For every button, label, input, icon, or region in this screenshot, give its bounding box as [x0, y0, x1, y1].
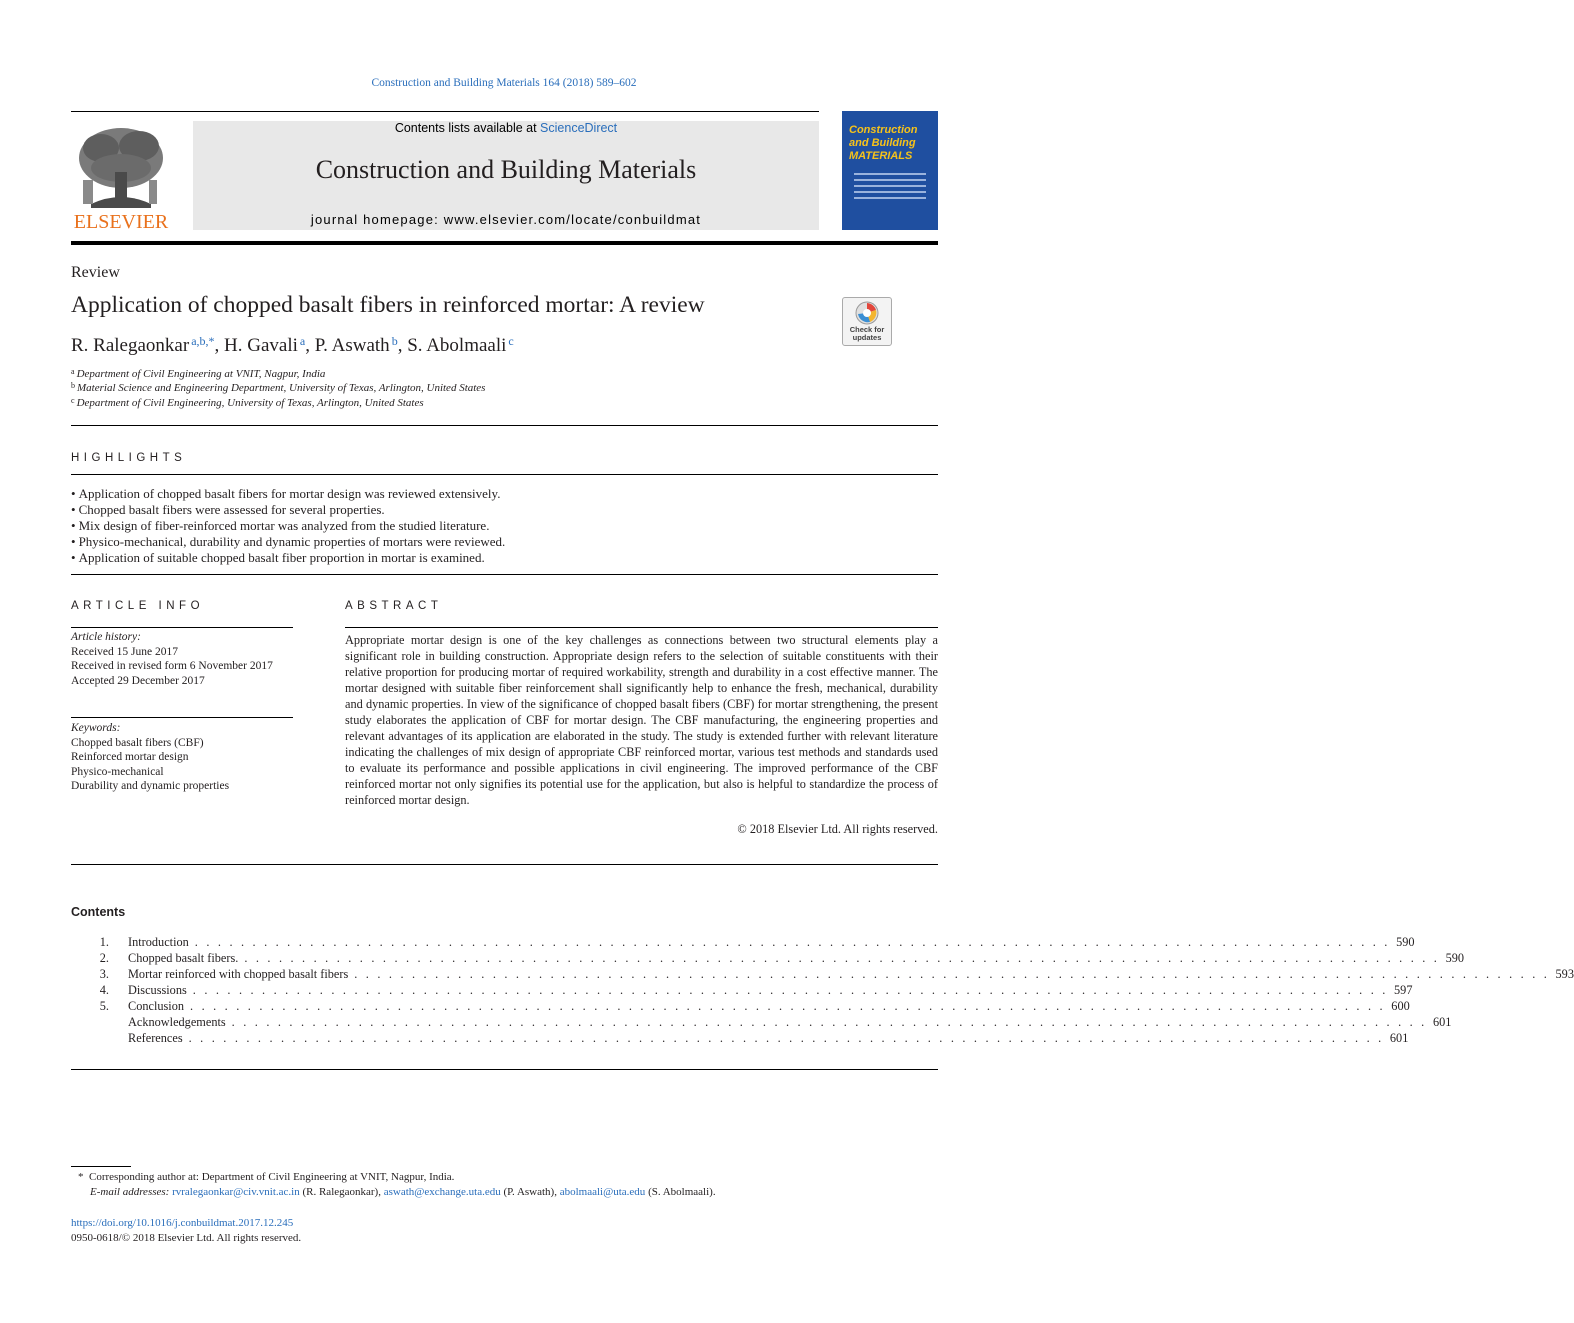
- affiliation: [71, 367, 325, 380]
- journal-homepage-url[interactable]: www.elsevier.com/locate/conbuildmat: [443, 212, 702, 227]
- check-for-updates-button[interactable]: [842, 297, 892, 346]
- abstract-heading: ABSTRACT: [345, 600, 443, 612]
- toc-leader: . . . . . . . . . . . . . . . . . . . . . . . . . . . . . . . . . . . . . . . . . . . . . . . . . . . . . . . . . . . . . . . . . . . . . . . . . . . . . . . . . . . . . . . . . . . . . . . . . . . . . . . .: [244, 951, 1440, 965]
- keywords: [71, 721, 229, 794]
- toc-entry[interactable]: [71, 999, 1410, 1015]
- issn-copyright: 0950-0618/© 2018 Elsevier Ltd. All rights reserved.: [71, 1232, 302, 1244]
- article-info-rule: [71, 627, 293, 628]
- toc-page: 597: [1394, 983, 1413, 997]
- keyword-item[interactable]: Durability and dynamic properties: [71, 780, 230, 792]
- contents-available-text: Contents lists available at: [394, 121, 541, 135]
- toc-page: 590: [1445, 951, 1465, 965]
- affiliation-text: Department of Civil Engineering at VNIT, Nagpur, India: [76, 368, 326, 380]
- toc-entry[interactable]: [71, 983, 1413, 999]
- header-thick-rule: [71, 241, 938, 245]
- highlight-item: • Mix design of fiber-reinforced mortar was analyzed from the studied literature.: [71, 518, 938, 534]
- author-name: H. Gavali: [224, 335, 298, 356]
- author-name: P. Aswath: [314, 335, 390, 356]
- abstract-copyright: © 2018 Elsevier Ltd. All rights reserved.: [737, 822, 938, 836]
- journal-homepage: [193, 212, 819, 227]
- author-affiliation-mark[interactable]: a: [299, 334, 306, 348]
- affiliation-text: Material Science and Engineering Department, University of Texas, Arlington, United States: [77, 382, 486, 394]
- table-of-contents: [71, 935, 1574, 1047]
- abstract-rule: [345, 627, 938, 628]
- toc-page: 601: [1432, 1015, 1452, 1029]
- footnote-rule: [71, 1166, 131, 1167]
- history-item: Received in revised form 6 November 2017: [71, 660, 273, 672]
- affiliation: [71, 381, 485, 394]
- affiliation: [71, 396, 424, 409]
- header-rule: [71, 111, 819, 112]
- article-history-label: Article history:: [71, 631, 141, 643]
- section-divider: [71, 1069, 938, 1070]
- toc-label[interactable]: Conclusion: [128, 999, 185, 1013]
- toc-entry[interactable]: [71, 967, 1574, 983]
- footnote-marker: *: [78, 1171, 84, 1183]
- toc-page: 590: [1396, 935, 1415, 949]
- section-divider: [71, 474, 938, 475]
- highlight-item: • Chopped basalt fibers were assessed for several properties.: [71, 502, 938, 518]
- svg-text:ELSEVIER: ELSEVIER: [73, 211, 169, 233]
- keyword-item[interactable]: Reinforced mortar design: [71, 751, 189, 763]
- toc-leader: . . . . . . . . . . . . . . . . . . . . . . . . . . . . . . . . . . . . . . . . . . . . . . . . . . . . . . . . . . . . . . . . . . . . . . . . . . . . . . . . . . . . . . . . . . . . . . . . . . . . . . . .: [190, 999, 1386, 1013]
- history-item: Received 15 June 2017: [71, 645, 178, 658]
- toc-leader: . . . . . . . . . . . . . . . . . . . . . . . . . . . . . . . . . . . . . . . . . . . . . . . . . . . . . . . . . . . . . . . . . . . . . . . . . . . . . . . . . . . . . . . . . . . . . . . . . . . . . . . .: [192, 983, 1389, 997]
- email-link[interactable]: aswath@exchange.uta.edu: [383, 1186, 501, 1198]
- email-footnote: [90, 1186, 716, 1198]
- highlight-item: • Physico-mechanical, durability and dynamic properties of mortars were reviewed.: [71, 534, 938, 550]
- article-history: [71, 630, 273, 688]
- toc-entry[interactable]: [71, 1031, 1409, 1047]
- toc-label[interactable]: Discussions: [128, 983, 187, 997]
- article-title: Application of chopped basalt fibers in reinforced mortar: A review: [71, 292, 705, 318]
- toc-page: 600: [1391, 999, 1410, 1013]
- journal-reference-link[interactable]: Construction and Building Materials 164 (2018) 589–602: [371, 77, 637, 89]
- toc-label[interactable]: Chopped basalt fibers.: [128, 951, 239, 965]
- author-affiliation-mark[interactable]: b: [391, 334, 398, 348]
- toc-label[interactable]: References: [128, 1031, 183, 1045]
- contents-heading: Contents: [71, 905, 126, 919]
- highlights-heading: HIGHLIGHTS: [71, 452, 187, 464]
- keyword-item[interactable]: Chopped basalt fibers (CBF): [71, 736, 204, 749]
- section-divider: [71, 425, 938, 426]
- elsevier-tree-icon: [71, 120, 171, 232]
- toc-page: 593: [1555, 967, 1574, 981]
- toc-number: 5.: [99, 999, 109, 1013]
- email-owner: (R. Ralegaonkar),: [302, 1186, 381, 1198]
- email-link[interactable]: abolmaali@uta.edu: [559, 1186, 646, 1198]
- section-divider: [71, 574, 938, 575]
- section-divider: [71, 864, 938, 865]
- toc-label[interactable]: Introduction: [128, 935, 189, 949]
- toc-leader: . . . . . . . . . . . . . . . . . . . . . . . . . . . . . . . . . . . . . . . . . . . . . . . . . . . . . . . . . . . . . . . . . . . . . . . . . . . . . . . . . . . . . . . . . . . . . . . . . . . . . . . .: [188, 1031, 1384, 1045]
- toc-leader: . . . . . . . . . . . . . . . . . . . . . . . . . . . . . . . . . . . . . . . . . . . . . . . . . . . . . . . . . . . . . . . . . . . . . . . . . . . . . . . . . . . . . . . . . . . . . . . . . . . . . . . .: [194, 935, 1391, 949]
- history-item: Accepted 29 December 2017: [71, 674, 205, 687]
- journal-homepage-label: journal homepage:: [310, 212, 444, 227]
- toc-label[interactable]: Acknowledgements: [128, 1015, 226, 1029]
- affiliation-mark: b: [71, 381, 75, 390]
- keywords-label: Keywords:: [71, 722, 121, 734]
- journal-cover[interactable]: [842, 111, 938, 230]
- keyword-item[interactable]: Physico-mechanical: [71, 765, 164, 778]
- email-owner: (S. Abolmaali).: [648, 1186, 716, 1198]
- email-link[interactable]: rvralegaonkar@civ.vnit.ac.in: [172, 1186, 300, 1198]
- journal-title: Construction and Building Materials: [315, 155, 697, 184]
- sciencedirect-link[interactable]: ScienceDirect: [540, 121, 618, 135]
- author-list: R. Ralegaonkar $^{a,b,*}$, H. Gavali $^a$, P. Aswath $^b$, S. Abolmaali $^c$: [71, 334, 514, 356]
- email-label: E-mail addresses:: [90, 1186, 170, 1198]
- article-type: Review: [71, 264, 120, 281]
- elsevier-logo: [71, 120, 171, 232]
- toc-number: 1.: [99, 935, 109, 949]
- abstract-text: Appropriate mortar design is one of the key challenges as connections between two structural elements play a significant role in building construction. Appropriate design refers to the selection of suitable constituents with their relative proportion for producing mortar of required workability, strength and durability in a cost effective manner. The mortar designed with suitable fiber reinforcement shall significantly help to enhance the fresh, mechanical, durability and dynamic properties. In view of the significance of chopped basalt fibers (CBF) for mortar strengthening, the present study elaborates the application of CBF for mortar design. The CBF manufacturing, the engineering properties and relevant advantages of its application are elaborated in the study. The study is extended further with relevant literature indicating the challenges of mix design of appropriate CBF reinforced mortar, various test methods and standards used to evaluate its performance and possible applications in civil engineering. The improved performance of the CBF reinforced mortar not only signifies its potential use for the application, but also is helpful to standardize the process of reinforced mortar design.: [345, 633, 938, 807]
- email-owner: (P. Aswath),: [503, 1186, 557, 1198]
- affiliation-mark: a: [71, 367, 75, 376]
- toc-entry[interactable]: [71, 951, 1465, 967]
- highlight-item: • Application of chopped basalt fibers for mortar design was reviewed extensively.: [71, 486, 938, 502]
- author-name: S. Abolmaali: [407, 335, 507, 356]
- toc-leader: . . . . . . . . . . . . . . . . . . . . . . . . . . . . . . . . . . . . . . . . . . . . . . . . . . . . . . . . . . . . . . . . . . . . . . . . . . . . . . . . . . . . . . . . . . . . . . . . . . . . . . . .: [354, 967, 1550, 981]
- toc-leader: . . . . . . . . . . . . . . . . . . . . . . . . . . . . . . . . . . . . . . . . . . . . . . . . . . . . . . . . . . . . . . . . . . . . . . . . . . . . . . . . . . . . . . . . . . . . . . . . . . . . . . . .: [231, 1015, 1427, 1029]
- affiliation-text: Department of Civil Engineering, University of Texas, Arlington, United States: [76, 397, 424, 409]
- author-affiliation-mark[interactable]: c: [508, 334, 514, 348]
- journal-cover-title: Construction and Building MATERIALS: [849, 124, 918, 162]
- toc-number: 4.: [99, 983, 109, 997]
- article-info-rule: [71, 717, 293, 718]
- contents-available: [193, 121, 819, 135]
- doi-link[interactable]: https://doi.org/10.1016/j.conbuildmat.2017.12.245: [71, 1217, 294, 1229]
- highlight-item: • Application of suitable chopped basalt fiber proportion in mortar is examined.: [71, 550, 938, 566]
- affiliation-mark: c: [71, 396, 75, 405]
- toc-number: 3.: [99, 967, 109, 981]
- corresponding-footnote: [78, 1171, 454, 1183]
- check-for-updates-label: Check for updates: [849, 325, 885, 342]
- author-affiliation-mark[interactable]: a,b,*: [191, 334, 215, 348]
- toc-page: 601: [1389, 1031, 1409, 1045]
- article-info-heading: ARTICLE INFO: [71, 600, 205, 612]
- highlights-list: [71, 486, 938, 566]
- corresponding-text: Corresponding author at: Department of Civil Engineering at VNIT, Nagpur, India.: [89, 1171, 455, 1183]
- journal-cover-decoration: [854, 173, 926, 203]
- toc-entry[interactable]: [71, 935, 1415, 951]
- author-name: R. Ralegaonkar: [71, 335, 190, 356]
- toc-entry[interactable]: [71, 1015, 1452, 1031]
- toc-label[interactable]: Mortar reinforced with chopped basalt fibers: [128, 967, 349, 981]
- toc-number: 2.: [99, 951, 109, 965]
